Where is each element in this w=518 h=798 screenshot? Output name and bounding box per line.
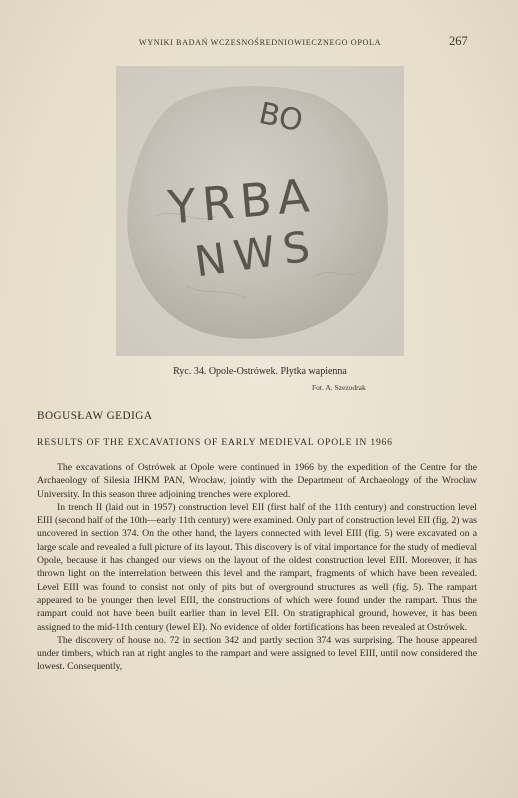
article-author: BOGUSŁAW GEDIGA <box>37 410 153 422</box>
article-body <box>37 461 477 674</box>
article-title: RESULTS OF THE EXCAVATIONS OF EARLY MEDIEVAL OPOLE IN 1966 <box>37 437 393 448</box>
inscription-line-3: NWS <box>191 220 321 287</box>
limestone-plate-image <box>116 66 404 356</box>
running-head: WYNIKI BADAŃ WCZESNOŚREDNIOWIECZNEGO OPOLA <box>138 38 382 47</box>
paragraph-1: The excavations of Ostrówek at Opole were continued in 1966 by the expedition of the Centre for the Archaeology of Silesia IHKM PAN, Wrocław, jointly with the Department of Archaeology of the Wrocław University. In this season three adjoining trenches were explored. <box>37 462 477 500</box>
paragraph-3: The discovery of house no. 72 in section 342 and partly section 374 was surprising. The house appeared under timbers, which ran at right angles to the rampart and were assigned to level EIII, until now considered the lowest. Consequently, <box>37 634 477 673</box>
paragraph-2: In trench II (laid out in 1957) construction level EII (first half of the 11th century) and construction level EIII (second half of the 10th—early 11th century) were examined. Only part of construction level EII (fig. 2) was uncovered in section 374. On the other hand, the layers connected with level EIII (fig. 5) were excavated on a large scale and revealed a full picture of its layout. This discovery is of vital importance for the study of medieval Opole, because it has changed our views on the layout of the oldest construction level EIII. Moreover, it has thrown light on the interrelation between this level and the rampart, fragments of which have been revealed. Level EIII was found to consist not only of pits but of overground structures as well (fig. 5). The rampart appeared to be younger then level EIII, the constructions of which were found under the rampart. Thus the rampart could not have been built earlier than in level EII. On stratigraphical ground, however, it has been assigned to the mid-11th century (lewel EI). No evidence of older fortifications has been revealed at Ostrówek. <box>37 501 478 633</box>
inscription-line-2: YRBA <box>165 167 318 235</box>
figure-caption: Ryc. 34. Opole-Ostrówek. Płytka wapienna <box>173 366 347 377</box>
page-number: 267 <box>449 34 468 48</box>
figure-photo <box>116 66 404 356</box>
inscription-line-1: BO <box>255 95 306 140</box>
photo-credit: Fot. A. Szezodrak <box>312 383 366 392</box>
